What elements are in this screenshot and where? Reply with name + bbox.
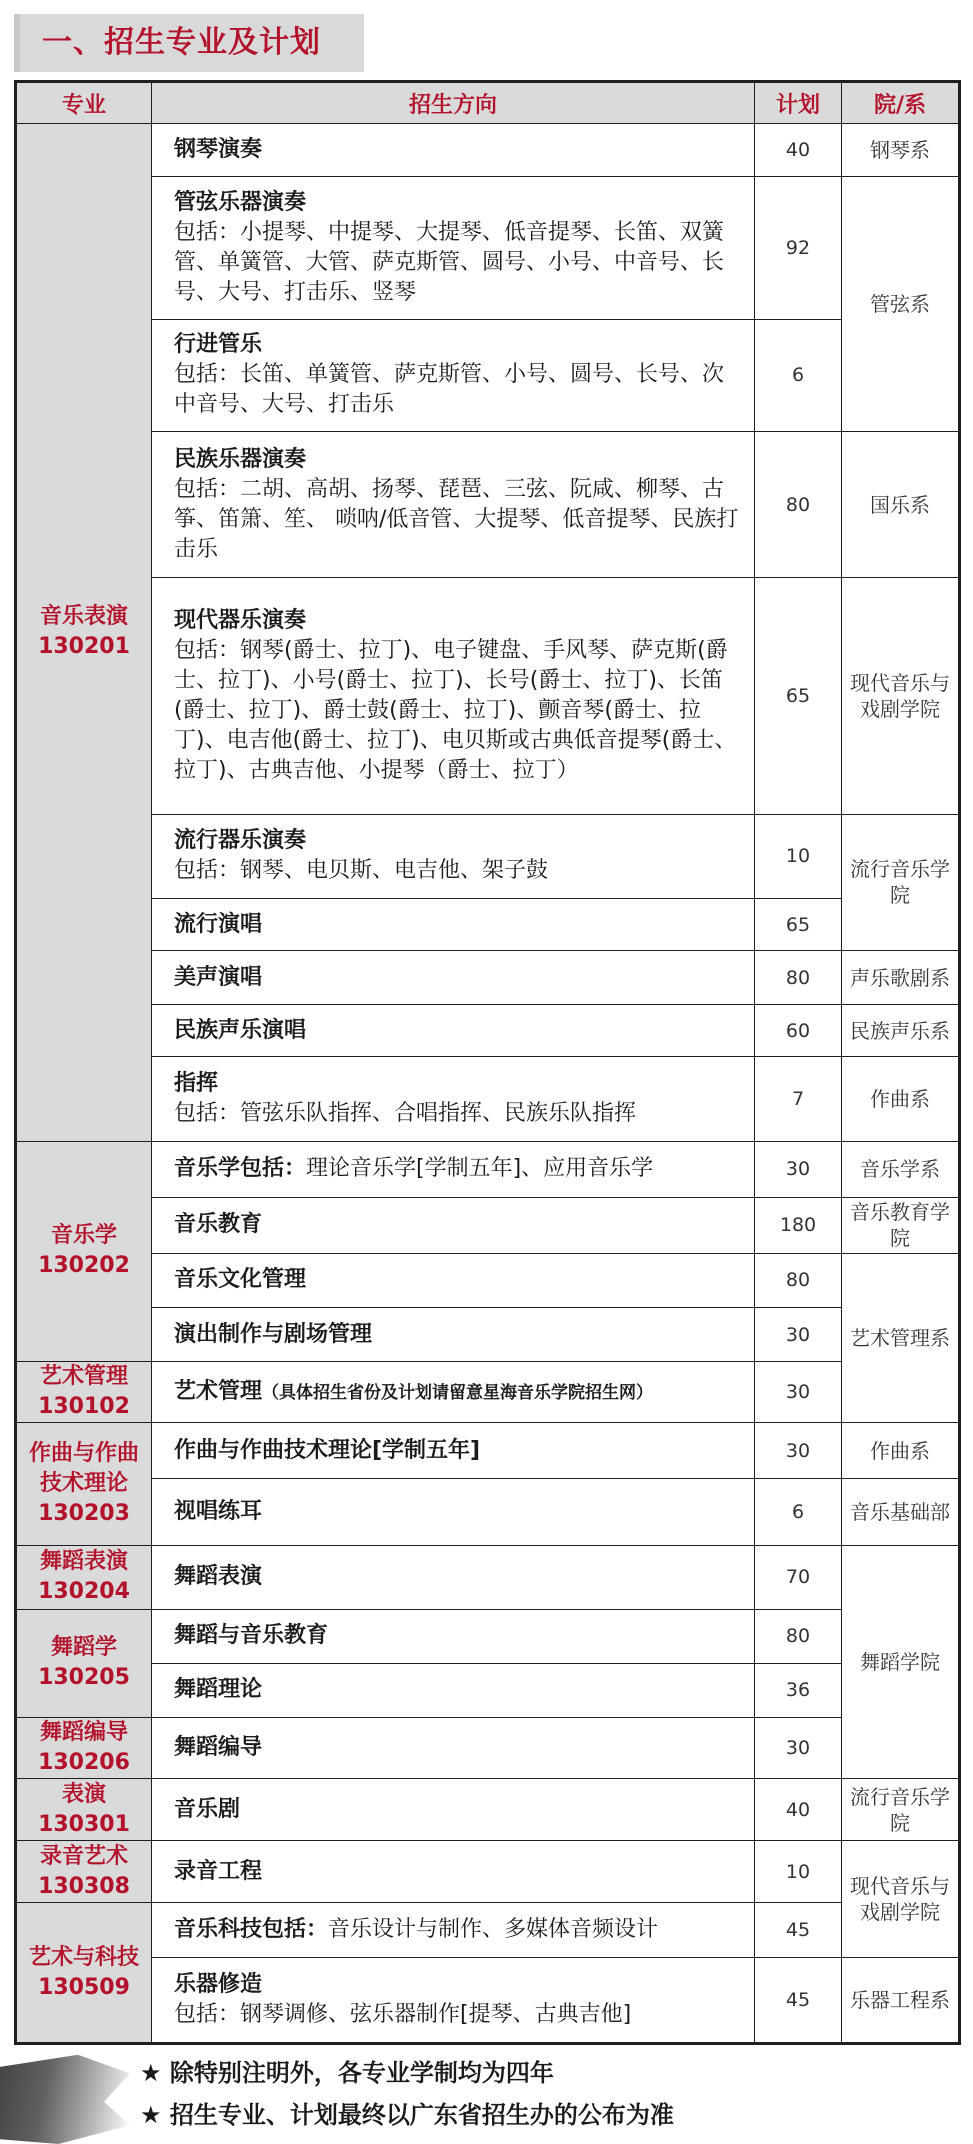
footnote: ★ 除特别注明外，各专业学制均为四年 (140, 2059, 554, 2087)
table-row (16, 1197, 960, 1253)
plan-cell: 80 (755, 1609, 842, 1663)
dept-cell: 现代音乐与戏剧学院 (842, 1841, 960, 1957)
direction-name: 演出制作与剧场管理 (174, 1321, 373, 1347)
table-row (16, 1779, 960, 1841)
direction-detail: 包括：管弦乐队指挥、合唱指挥、民族乐队指挥 (174, 1100, 637, 1126)
dept-cell: 作曲系 (842, 1423, 960, 1479)
plan-cell: 6 (755, 1479, 842, 1545)
major-code: 130206 (38, 1750, 130, 1776)
direction-name: 音乐科技包括： (174, 1916, 329, 1942)
major-cell-performance (16, 1779, 152, 1841)
table-row (16, 1717, 960, 1778)
table-row (16, 899, 960, 951)
direction-cell (152, 1841, 755, 1903)
plan-cell: 40 (755, 124, 842, 177)
direction-name: 现代器乐演奏 (174, 608, 307, 634)
major-cell-dance-performance (16, 1545, 152, 1609)
plan-cell: 40 (755, 1779, 842, 1841)
direction-cell (152, 319, 755, 431)
dept-cell: 音乐基础部 (842, 1479, 960, 1545)
direction-detail: 包括：钢琴、电贝斯、电吉他、架子鼓 (174, 858, 549, 884)
major-code: 130201 (38, 634, 130, 660)
direction-cell (152, 1308, 755, 1362)
major-cell-choreography (16, 1717, 152, 1778)
direction-cell (152, 951, 755, 1005)
table-row (16, 1253, 960, 1307)
direction-cell (152, 814, 755, 898)
direction-cell (152, 1609, 755, 1663)
direction-cell (152, 1957, 755, 2043)
direction-name: 指挥 (174, 1070, 219, 1096)
direction-name: 舞蹈理论 (174, 1677, 263, 1703)
plan-cell: 30 (755, 1141, 842, 1197)
table-row (16, 124, 960, 177)
brush-stroke-decoration (0, 2050, 130, 2144)
direction-name: 民族乐器演奏 (174, 446, 307, 472)
direction-name: 舞蹈编导 (174, 1735, 263, 1761)
footnotes (140, 2052, 940, 2136)
table-row (16, 431, 960, 577)
direction-cell (152, 1197, 755, 1253)
direction-cell (152, 1141, 755, 1197)
plan-cell: 80 (755, 951, 842, 1005)
direction-cell (152, 1903, 755, 1957)
dept-cell: 舞蹈学院 (842, 1545, 960, 1779)
table-row (16, 1609, 960, 1663)
table-row (16, 1841, 960, 1903)
plan-cell: 80 (755, 1253, 842, 1307)
direction-cell (152, 1005, 755, 1057)
direction-name: 音乐剧 (174, 1796, 241, 1822)
direction-cell (152, 431, 755, 577)
table-row (16, 177, 960, 319)
direction-cell (152, 177, 755, 319)
direction-cell (152, 1423, 755, 1479)
dept-cell: 管弦系 (842, 177, 960, 432)
plan-cell: 30 (755, 1362, 842, 1423)
direction-name: 乐器修造 (174, 1971, 263, 1997)
direction-name: 艺术管理 (174, 1378, 263, 1404)
direction-detail: 包括：长笛、单簧管、萨克斯管、小号、圆号、长号、次中音号、大号、打击乐 (174, 362, 725, 418)
dept-cell: 国乐系 (842, 431, 960, 577)
direction-cell (152, 1057, 755, 1141)
table-row (16, 814, 960, 898)
major-name: 音乐学 (50, 1223, 117, 1249)
direction-detail: 音乐设计与制作、多媒体音频设计 (328, 1916, 659, 1942)
table-row (16, 1479, 960, 1545)
table-row (16, 1362, 960, 1423)
direction-name: 流行器乐演奏 (174, 828, 307, 854)
dept-cell: 现代音乐与戏剧学院 (842, 578, 960, 815)
direction-cell (152, 1479, 755, 1545)
header-direction: 招生方向 (152, 82, 755, 124)
direction-name: 音乐学包括： (174, 1156, 307, 1182)
major-name: 舞蹈学 (50, 1635, 117, 1661)
major-name: 舞蹈编导 (39, 1720, 128, 1746)
header-dept: 院/系 (842, 82, 960, 124)
table-row (16, 578, 960, 815)
plan-cell: 30 (755, 1308, 842, 1362)
major-code: 130205 (38, 1665, 130, 1691)
direction-detail: 包括：二胡、高胡、扬琴、琵琶、三弦、阮咸、柳琴、古筝、笛箫、笙、 唢呐/低音管、大提琴、低音提琴、民族打击乐 (174, 476, 739, 562)
dept-cell: 艺术管理系 (842, 1253, 960, 1422)
plan-cell: 60 (755, 1005, 842, 1057)
major-name: 艺术与科技 (28, 1944, 139, 1970)
direction-cell (152, 124, 755, 177)
dept-cell: 声乐歌剧系 (842, 951, 960, 1005)
table-row (16, 319, 960, 431)
plan-cell: 30 (755, 1423, 842, 1479)
direction-note: （具体招生省份及计划请留意星海音乐学院招生网） (262, 1382, 654, 1403)
plan-cell: 65 (755, 578, 842, 815)
plan-cell: 80 (755, 431, 842, 577)
table-row (16, 1545, 960, 1609)
direction-cell (152, 1779, 755, 1841)
plan-cell: 92 (755, 177, 842, 319)
direction-name: 视唱练耳 (174, 1498, 263, 1524)
dept-cell: 作曲系 (842, 1057, 960, 1141)
header-major: 专业 (16, 82, 152, 124)
plan-cell: 70 (755, 1545, 842, 1609)
direction-name: 作曲与作曲技术理论[学制五年] (174, 1437, 481, 1463)
direction-name: 管弦乐器演奏 (174, 189, 307, 215)
major-cell-music-performance (16, 124, 152, 1142)
dept-cell: 音乐学系 (842, 1141, 960, 1197)
direction-name: 行进管乐 (174, 332, 263, 358)
table-row (16, 951, 960, 1005)
direction-cell (152, 578, 755, 815)
dept-cell: 流行音乐学院 (842, 1779, 960, 1841)
major-cell-art-and-technology (16, 1903, 152, 2044)
major-name: 舞蹈表演 (39, 1549, 128, 1575)
plan-cell: 36 (755, 1663, 842, 1717)
direction-detail: 包括：钢琴(爵士、拉丁)、电子键盘、手风琴、萨克斯(爵士、拉丁)、小号(爵士、拉丁)、长号(爵士、拉丁)、长笛(爵士、拉丁)、爵士鼓(爵士、拉丁)、颤音琴(爵士、拉丁)、电吉他(爵士、拉丁)、电贝斯或古典低音提琴(爵士、拉丁)、古典吉他、小提琴（爵士、拉丁） (174, 638, 737, 784)
direction-detail: 包括：小提琴、中提琴、大提琴、低音提琴、长笛、双簧管、单簧管、大管、萨克斯管、圆号、小号、中音号、长号、大号、打击乐、竖琴 (174, 219, 725, 305)
table-row (16, 1057, 960, 1141)
major-code: 130203 (38, 1500, 130, 1526)
plan-cell: 10 (755, 1841, 842, 1903)
table-row (16, 1141, 960, 1197)
major-cell-arts-management (16, 1362, 152, 1423)
plan-cell: 180 (755, 1197, 842, 1253)
direction-name: 舞蹈与音乐教育 (174, 1623, 329, 1649)
plan-cell: 7 (755, 1057, 842, 1141)
direction-name: 录音工程 (174, 1858, 263, 1884)
dept-cell: 音乐教育学院 (842, 1197, 960, 1253)
major-code: 130509 (38, 1974, 130, 2000)
section-title: 一、招生专业及计划 (14, 14, 364, 72)
major-code: 130202 (38, 1253, 130, 1279)
direction-cell (152, 1362, 755, 1423)
direction-cell (152, 1717, 755, 1778)
major-code: 130102 (38, 1394, 130, 1420)
plan-cell: 65 (755, 899, 842, 951)
direction-cell (152, 899, 755, 951)
direction-cell (152, 1663, 755, 1717)
major-name: 音乐表演 (39, 604, 128, 630)
major-cell-musicology (16, 1141, 152, 1362)
major-name: 表演 (61, 1781, 106, 1807)
major-cell-composition (16, 1423, 152, 1545)
direction-name: 美声演唱 (174, 964, 263, 990)
direction-detail: 理论音乐学[学制五年]、应用音乐学 (306, 1156, 654, 1182)
direction-name: 流行演唱 (174, 911, 263, 937)
header-plan: 计划 (755, 82, 842, 124)
table-row (16, 1957, 960, 2043)
table-row (16, 1903, 960, 1957)
dept-cell: 乐器工程系 (842, 1957, 960, 2043)
direction-cell (152, 1253, 755, 1307)
plan-cell: 6 (755, 319, 842, 431)
enrollment-plan-table (14, 80, 961, 2045)
plan-cell: 45 (755, 1903, 842, 1957)
major-name: 艺术管理 (39, 1364, 128, 1390)
major-code: 130204 (38, 1579, 130, 1605)
table-row (16, 1308, 960, 1362)
table-header-row (16, 82, 960, 124)
table-row (16, 1423, 960, 1479)
major-name: 作曲与作曲技术理论 (28, 1440, 139, 1496)
major-code: 130308 (38, 1873, 130, 1899)
plan-cell: 45 (755, 1957, 842, 2043)
direction-detail: 包括：钢琴调修、弦乐器制作[提琴、古典吉他] (174, 2001, 632, 2027)
direction-name: 民族声乐演唱 (174, 1017, 307, 1043)
major-name: 录音艺术 (39, 1843, 128, 1869)
direction-name: 钢琴演奏 (174, 137, 263, 163)
direction-name: 音乐教育 (174, 1212, 263, 1238)
table-row (16, 1005, 960, 1057)
plan-cell: 10 (755, 814, 842, 898)
table-row (16, 1663, 960, 1717)
major-cell-dance-studies (16, 1609, 152, 1717)
dept-cell: 民族声乐系 (842, 1005, 960, 1057)
dept-cell: 钢琴系 (842, 124, 960, 177)
major-code: 130301 (38, 1811, 130, 1837)
plan-cell: 30 (755, 1717, 842, 1778)
direction-name: 舞蹈表演 (174, 1564, 263, 1590)
major-cell-recording-arts (16, 1841, 152, 1903)
direction-cell (152, 1545, 755, 1609)
footnote: ★ 招生专业、计划最终以广东省招生办的公布为准 (140, 2101, 674, 2129)
direction-name: 音乐文化管理 (174, 1267, 307, 1293)
dept-cell: 流行音乐学院 (842, 814, 960, 950)
